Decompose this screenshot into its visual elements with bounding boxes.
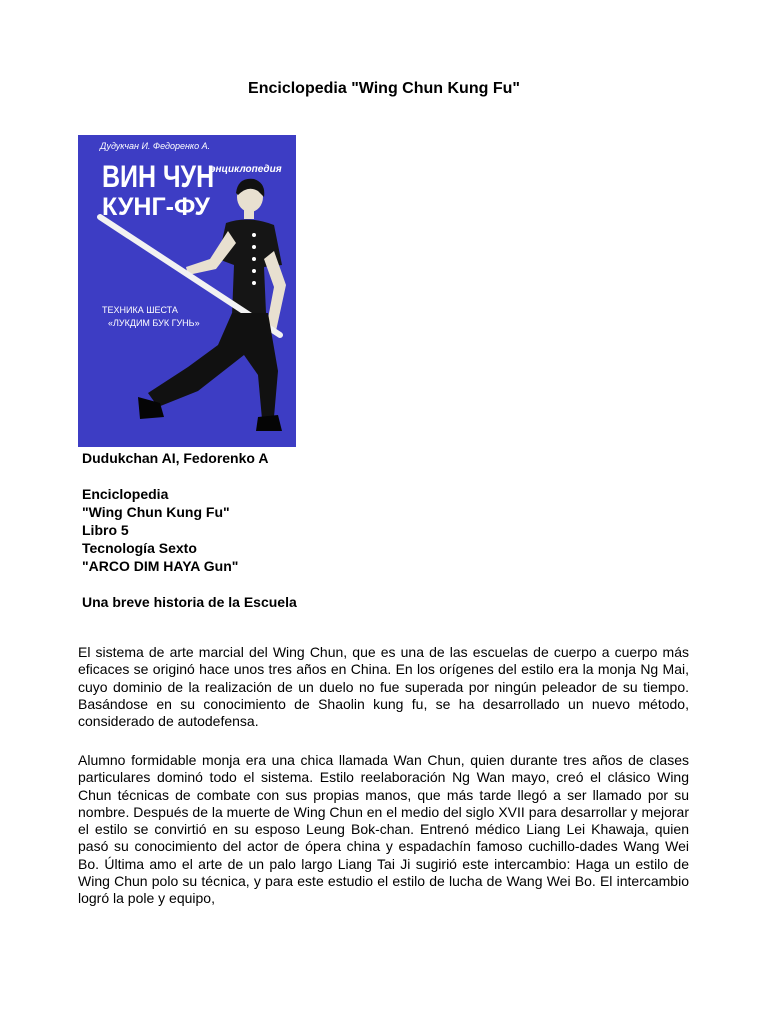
section-heading: Una breve historia de la Escuela	[82, 594, 297, 610]
cover-subtitle-line2: «ЛУКДИМ БУК ГУНЬ»	[108, 318, 200, 328]
document-title: Enciclopedia "Wing Chun Kung Fu"	[248, 80, 520, 97]
meta-authors: Dudukchan AI, Fedorenko A	[82, 450, 269, 466]
meta-line-enciclopedia: Enciclopedia	[82, 486, 169, 502]
book-cover-image	[78, 135, 296, 447]
meta-line-title: "Wing Chun Kung Fu"	[82, 504, 230, 520]
meta-line-arco: "ARCO DIM HAYA Gun"	[82, 558, 239, 574]
cover-subtitle-line1: ТЕХНИКА ШЕСТА	[102, 305, 178, 315]
meta-line-libro: Libro 5	[82, 522, 129, 538]
cover-authors: Дудукчан И. Федоренко А.	[100, 141, 211, 151]
body-paragraph-2: Alumno formidable monja era una chica llamada Wan Chun, quien durante tres años de clases particulares dominó todo el sistema. Estilo reelaboración Ng Wan mayo, creó el clásico Wing Chun técnicas de combate con sus propias manos, que más tarde llegó a ser llamado por su nombre. Después de la muerte de Wing Chun en el medio del siglo XVII para desarrollar y mejorar el estilo se convirtió en su esposo Leung Bok-chan. Entrenó médico Liang Lei Khawaja, quien pasó su conocimiento del actor de ópera china y espadachín famoso cuchillo-dades Wang Wei Bo. Última amo el arte de un palo largo Liang Tai Ji sugirió este intercambio: Haga un estilo de Wing Chun polo su técnica, y para este estudio el estilo de lucha de Wang Wei Bo. El intercambio logró la pole y equipo,	[78, 752, 689, 907]
cover-title-line1: ВИН ЧУН	[102, 158, 215, 194]
cover-illustration	[78, 135, 296, 447]
cover-title-line2: КУНГ-ФУ	[102, 193, 210, 221]
cover-series: энциклопедия	[210, 164, 282, 175]
book-metadata	[82, 449, 482, 611]
body-paragraph-1: El sistema de arte marcial del Wing Chun, que es una de las escuelas de cuerpo a cuerpo más eficaces se originó hace unos tres años en China. En los orígenes del estilo era la monja Ng Mai, cuyo dominio de la realización de un duelo no fue superada por ningún peleador de su tiempo. Basándose en su conocimiento de Shaolin kung fu, se ha desarrollado un nuevo método, considerado de autodefensa.	[78, 644, 689, 730]
meta-line-tecnologia: Tecnología Sexto	[82, 540, 197, 556]
